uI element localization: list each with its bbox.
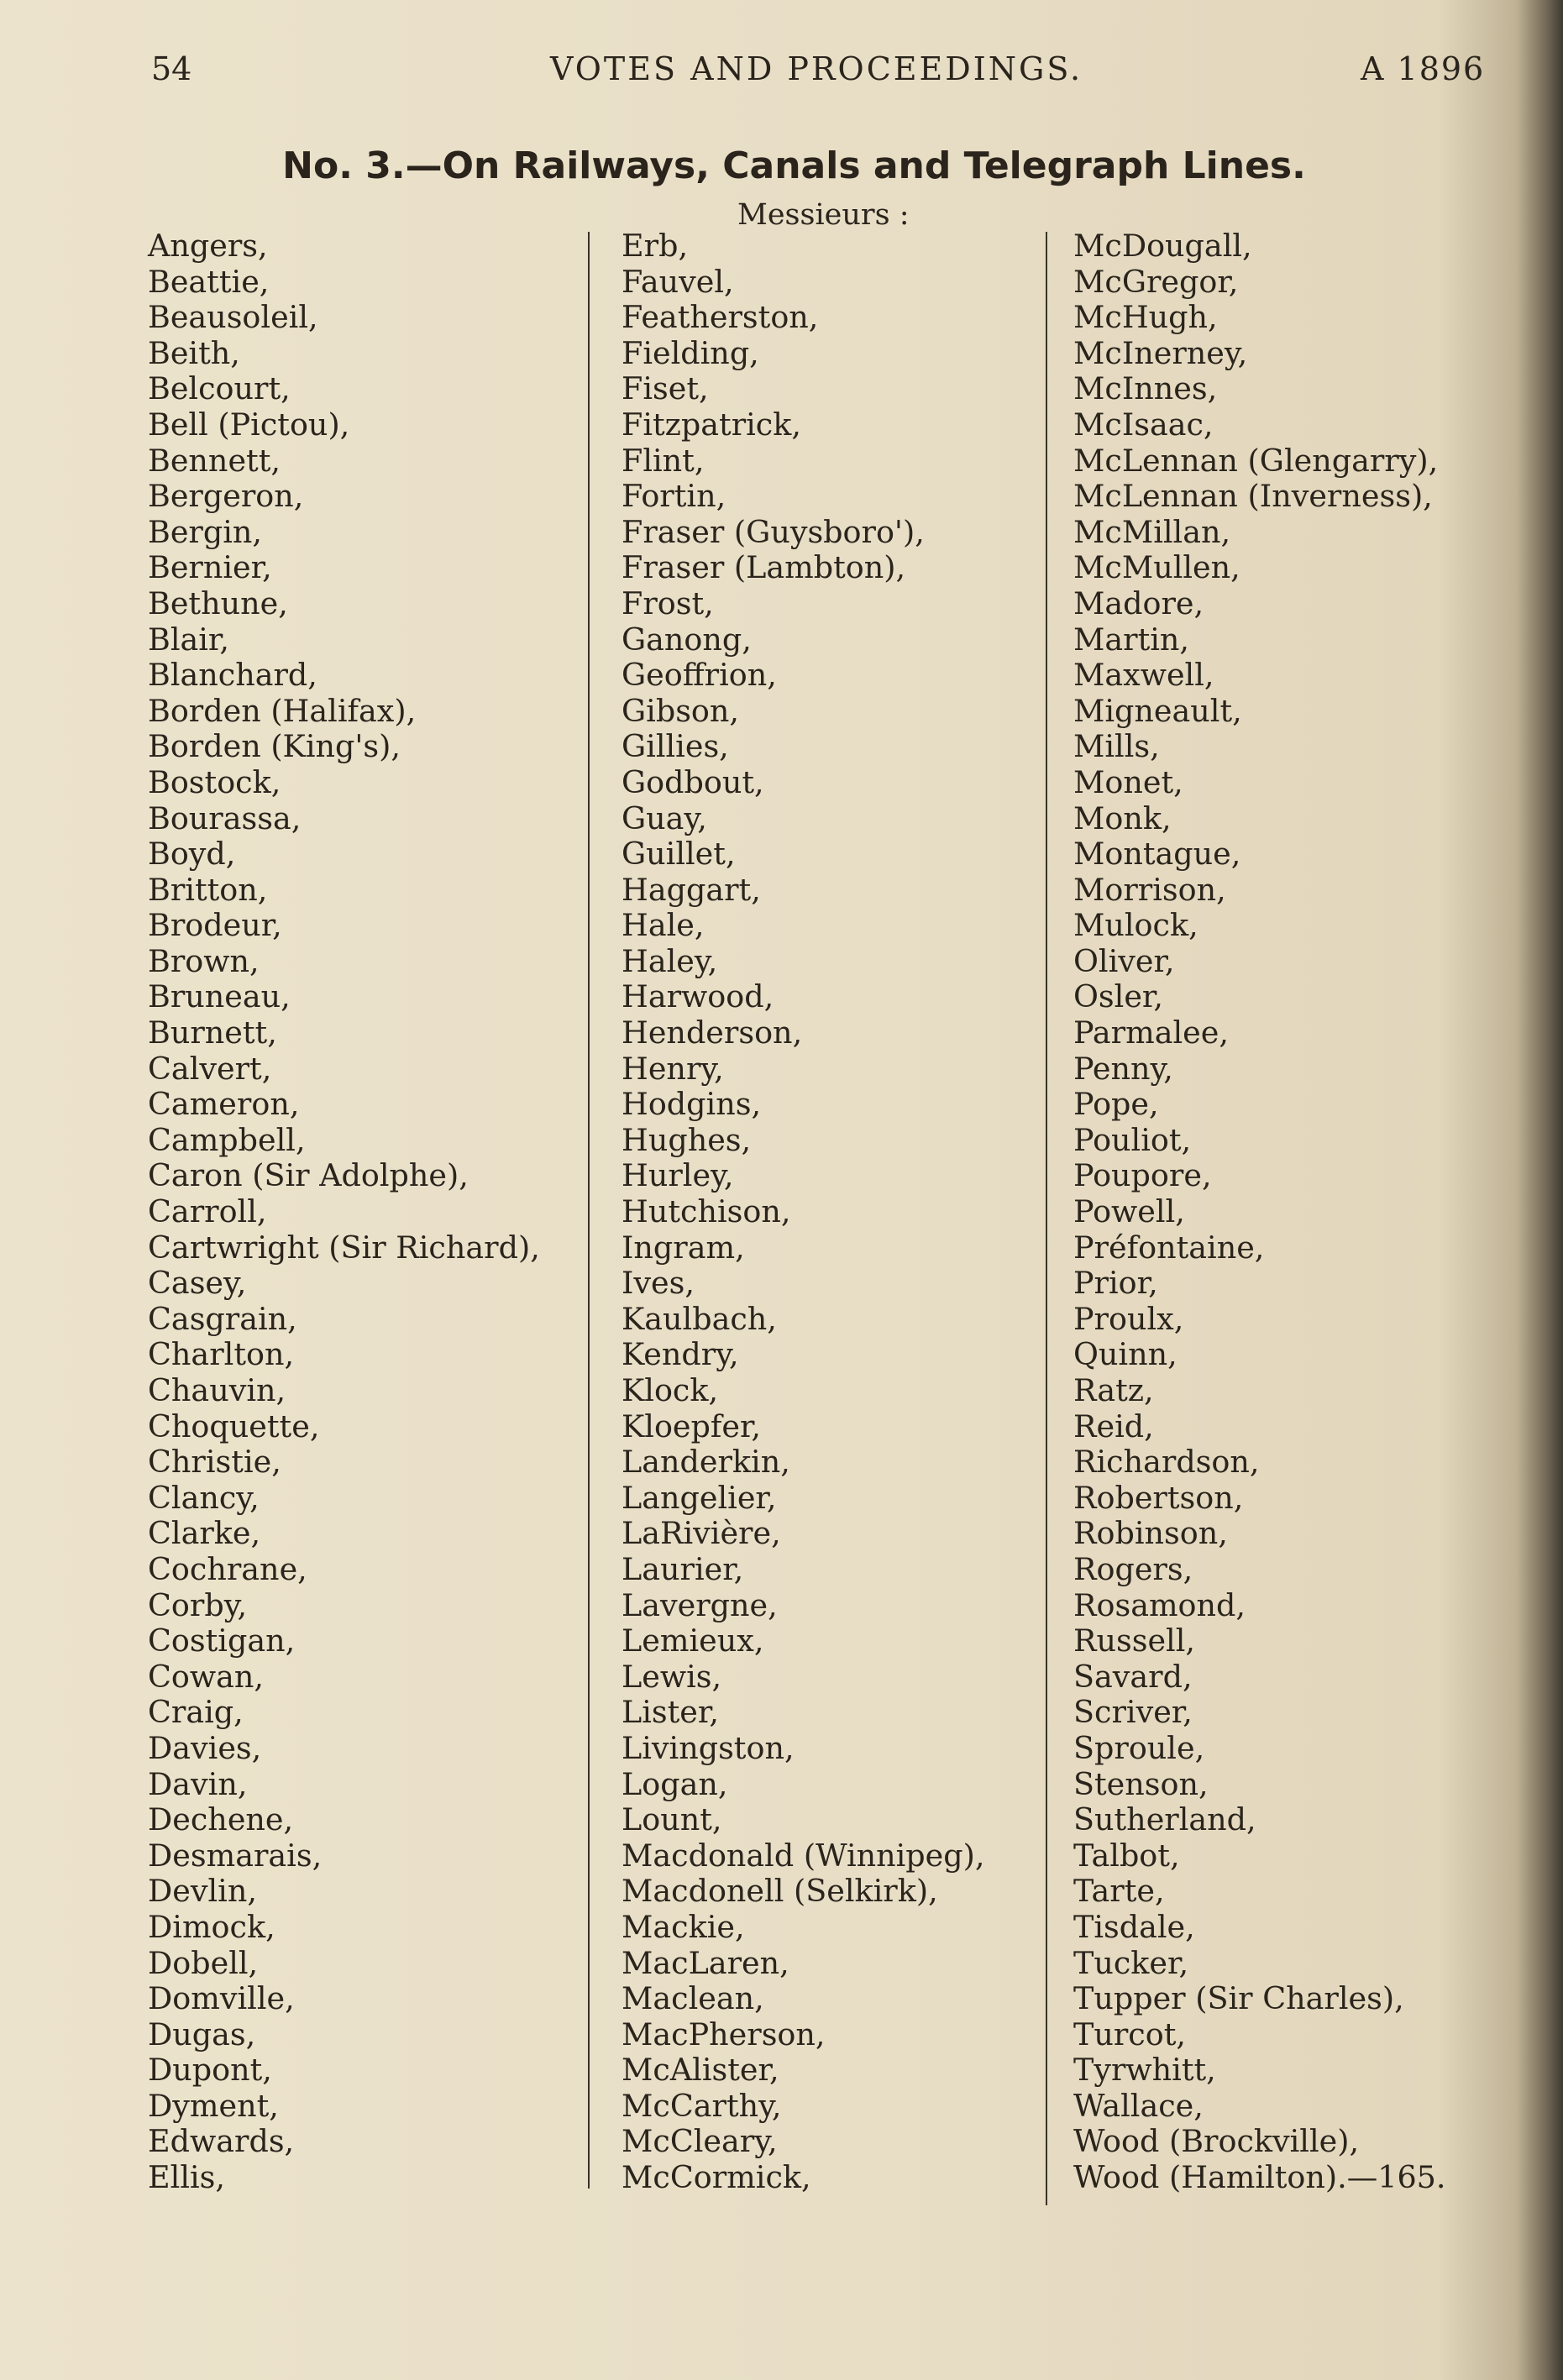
member-name: Dyment,	[148, 2087, 279, 2124]
member-name: Dechene,	[148, 1801, 294, 1838]
member-name: Flint,	[622, 442, 705, 479]
member-name: Langelier,	[622, 1479, 777, 1516]
member-name: Rogers,	[1073, 1550, 1193, 1587]
member-name: Brodeur,	[148, 907, 282, 944]
member-name: Tisdale,	[1073, 1908, 1195, 1945]
member-name: Fortin,	[622, 478, 726, 515]
member-name: Clancy,	[148, 1479, 260, 1516]
member-name: Fiset,	[622, 370, 709, 407]
member-name: Edwards,	[148, 2123, 295, 2160]
member-name: Cameron,	[148, 1086, 300, 1123]
member-name: Tarte,	[1073, 1873, 1165, 1910]
member-name: Choquette,	[148, 1408, 320, 1444]
member-name: Scriver,	[1073, 1694, 1193, 1731]
member-name: Migneault,	[1073, 692, 1242, 729]
member-name: Haley,	[622, 942, 718, 979]
session-year: A 1896	[1361, 50, 1486, 87]
member-name: Henry,	[622, 1050, 724, 1087]
member-name: Poupore,	[1073, 1157, 1212, 1194]
member-name: Talbot,	[1073, 1837, 1180, 1874]
member-name: Stenson,	[1073, 1765, 1209, 1802]
member-name: Hurley,	[622, 1157, 734, 1194]
member-name: Craig,	[148, 1694, 244, 1731]
member-name: Tyrwhitt,	[1073, 2052, 1216, 2089]
member-name: Tupper (Sir Charles),	[1073, 1980, 1404, 2017]
member-name: McDougall,	[1073, 228, 1252, 264]
member-name: Boyd,	[148, 836, 236, 873]
member-name: Bennett,	[148, 442, 281, 479]
member-name: Fitzpatrick,	[622, 406, 801, 443]
member-name: Cartwright (Sir Richard),	[148, 1229, 540, 1266]
member-name: MacPherson,	[622, 2016, 826, 2052]
member-name: Blair,	[148, 621, 229, 658]
member-name: Hodgins,	[622, 1086, 762, 1123]
member-name: Cowan,	[148, 1658, 265, 1695]
member-name: Prior,	[1073, 1265, 1158, 1302]
member-name: Morrison,	[1073, 871, 1226, 908]
member-name: Mulock,	[1073, 907, 1198, 944]
member-name: Britton,	[148, 871, 268, 908]
member-name: Angers,	[148, 228, 268, 264]
member-name: Parmalee,	[1073, 1014, 1229, 1051]
member-name: Lavergne,	[622, 1586, 778, 1623]
member-name: Hughes,	[622, 1121, 752, 1158]
member-name: Ganong,	[622, 621, 752, 658]
member-name: Guay,	[622, 799, 707, 836]
member-name: Maxwell,	[1073, 657, 1214, 694]
member-name: Chauvin,	[148, 1372, 286, 1408]
salutation: Messieurs :	[737, 198, 910, 232]
member-name: Corby,	[148, 1586, 248, 1623]
member-name: Monet,	[1073, 763, 1183, 800]
member-name: Casey,	[148, 1265, 247, 1302]
member-name: Caron (Sir Adolphe),	[148, 1157, 469, 1194]
member-name: Calvert,	[148, 1050, 272, 1087]
member-name: Tucker,	[1073, 1944, 1189, 1981]
column-divider	[588, 232, 590, 2189]
member-name: Bergin,	[148, 513, 263, 550]
member-name: Dupont,	[148, 2052, 272, 2089]
member-name: Turcot,	[1073, 2016, 1186, 2052]
member-name: Lister,	[622, 1694, 719, 1731]
member-name: Savard,	[1073, 1658, 1193, 1695]
member-name: McCarthy,	[622, 2087, 782, 2124]
member-name: Domville,	[148, 1980, 295, 2017]
member-name: Henderson,	[622, 1014, 803, 1051]
member-name: Beausoleil,	[148, 299, 318, 336]
member-name: McGregor,	[1073, 263, 1239, 300]
member-name: McMillan,	[1073, 513, 1231, 550]
member-name: Richardson,	[1073, 1444, 1260, 1481]
member-name: Montague,	[1073, 836, 1241, 873]
member-name: McIsaac,	[1073, 406, 1214, 443]
member-name: Powell,	[1073, 1193, 1185, 1230]
member-name: McInerney,	[1073, 334, 1248, 371]
member-name: Monk,	[1073, 799, 1172, 836]
member-name: Kloepfer,	[622, 1408, 762, 1444]
member-name: McCleary,	[622, 2123, 778, 2160]
member-name: Proulx,	[1073, 1300, 1184, 1337]
member-name: Borden (Halifax),	[148, 692, 417, 729]
member-name: Lemieux,	[622, 1622, 764, 1659]
page-header	[0, 50, 1563, 101]
member-name: Costigan,	[148, 1622, 296, 1659]
member-name: Ratz,	[1073, 1372, 1154, 1408]
member-name: Reid,	[1073, 1408, 1154, 1444]
member-name: Fraser (Lambton),	[622, 549, 906, 586]
member-name: Dimock,	[148, 1908, 275, 1945]
member-name: Livingston,	[622, 1729, 795, 1766]
member-name: Featherston,	[622, 299, 819, 336]
member-name: Godbout,	[622, 763, 764, 800]
page-number: 54	[151, 50, 192, 87]
member-name: Beith,	[148, 334, 240, 371]
member-name: Harwood,	[622, 978, 774, 1015]
member-name: Lewis,	[622, 1658, 722, 1695]
member-name: Clarke,	[148, 1515, 261, 1552]
member-name: Rosamond,	[1073, 1586, 1246, 1623]
member-name: Klock,	[622, 1372, 719, 1408]
member-name: Préfontaine,	[1073, 1229, 1265, 1266]
member-name: Bourassa,	[148, 799, 302, 836]
member-name: Burnett,	[148, 1014, 277, 1051]
member-name: Fraser (Guysboro'),	[622, 513, 925, 550]
member-name: Ives,	[622, 1265, 695, 1302]
member-name: Logan,	[622, 1765, 728, 1802]
member-name: Maclean,	[622, 1980, 764, 2017]
member-name: Mackie,	[622, 1908, 745, 1945]
member-name: Geoffrion,	[622, 657, 777, 694]
member-name: Beattie,	[148, 263, 270, 300]
member-name: Davies,	[148, 1729, 262, 1766]
member-name: LaRivière,	[622, 1515, 781, 1552]
member-name: McMullen,	[1073, 549, 1240, 586]
member-name: Gillies,	[622, 728, 729, 765]
member-name: Carroll,	[148, 1193, 267, 1230]
member-name: Ingram,	[622, 1229, 745, 1266]
member-name: Dobell,	[148, 1944, 259, 1981]
member-column-3	[1073, 228, 1446, 2196]
member-name: Wood (Brockville),	[1073, 2123, 1360, 2160]
member-name: Sutherland,	[1073, 1801, 1256, 1838]
member-name: Haggart,	[622, 871, 761, 908]
member-name: Gibson,	[622, 692, 740, 729]
member-name: Wood (Hamilton).—165.	[1073, 2159, 1446, 2196]
member-name: Desmarais,	[148, 1837, 323, 1874]
member-name: Wallace,	[1073, 2087, 1204, 2124]
member-name: Ellis,	[148, 2159, 225, 2196]
member-name: McCormick,	[622, 2159, 811, 2196]
member-name: Quinn,	[1073, 1336, 1177, 1373]
member-name: Cochrane,	[148, 1550, 307, 1587]
member-name: Kendry,	[622, 1336, 739, 1373]
member-name: Laurier,	[622, 1550, 744, 1587]
member-name: Madore,	[1073, 585, 1204, 621]
member-name: Robertson,	[1073, 1479, 1244, 1516]
member-name: Macdonald (Winnipeg),	[622, 1837, 985, 1874]
member-name: Hutchison,	[622, 1193, 791, 1230]
member-name: McInnes,	[1073, 370, 1218, 407]
member-name: Erb,	[622, 228, 689, 264]
member-column-1	[148, 228, 540, 2196]
member-name: Devlin,	[148, 1873, 257, 1910]
member-name: Bergeron,	[148, 478, 304, 515]
member-name: Campbell,	[148, 1121, 306, 1158]
member-name: Kaulbach,	[622, 1300, 777, 1337]
member-name: Bethune,	[148, 585, 288, 621]
member-name: Sproule,	[1073, 1729, 1205, 1766]
member-name: Lount,	[622, 1801, 722, 1838]
running-title: VOTES AND PROCEEDINGS.	[550, 50, 1083, 87]
member-name: Dugas,	[148, 2016, 256, 2052]
member-name: Robinson,	[1073, 1515, 1228, 1552]
member-column-2	[622, 228, 984, 2196]
member-name: Guillet,	[622, 836, 736, 873]
member-name: Charlton,	[148, 1336, 295, 1373]
member-name: Bernier,	[148, 549, 272, 586]
column-divider	[1046, 232, 1047, 2205]
member-name: Brown,	[148, 942, 260, 979]
member-name: Davin,	[148, 1765, 248, 1802]
member-name: Bostock,	[148, 763, 281, 800]
member-name: MacLaren,	[622, 1944, 789, 1981]
member-name: Frost,	[622, 585, 714, 621]
member-name: Blanchard,	[148, 657, 317, 694]
member-name: Penny,	[1073, 1050, 1173, 1087]
member-name: Casgrain,	[148, 1300, 297, 1337]
member-name: Borden (King's),	[148, 728, 401, 765]
member-name: Belcourt,	[148, 370, 291, 407]
member-name: Bruneau,	[148, 978, 291, 1015]
member-name: Fauvel,	[622, 263, 734, 300]
member-name: Martin,	[1073, 621, 1190, 658]
member-name: Pope,	[1073, 1086, 1159, 1123]
member-name: Bell (Pictou),	[148, 406, 350, 443]
member-name: McHugh,	[1073, 299, 1218, 336]
member-name: Russell,	[1073, 1622, 1196, 1659]
member-name: Christie,	[148, 1444, 281, 1481]
member-name: Oliver,	[1073, 942, 1175, 979]
section-title: No. 3.—On Railways, Canals and Telegraph Lines.	[282, 144, 1306, 187]
member-name: Fielding,	[622, 334, 759, 371]
member-name: Hale,	[622, 907, 705, 944]
member-name: McLennan (Inverness),	[1073, 478, 1433, 515]
member-name: Macdonell (Selkirk),	[622, 1873, 938, 1910]
member-name: Landerkin,	[622, 1444, 790, 1481]
member-name: McLennan (Glengarry),	[1073, 442, 1439, 479]
member-name: Osler,	[1073, 978, 1163, 1015]
member-name: Pouliot,	[1073, 1121, 1192, 1158]
member-name: McAlister,	[622, 2052, 779, 2089]
member-name: Mills,	[1073, 728, 1160, 765]
